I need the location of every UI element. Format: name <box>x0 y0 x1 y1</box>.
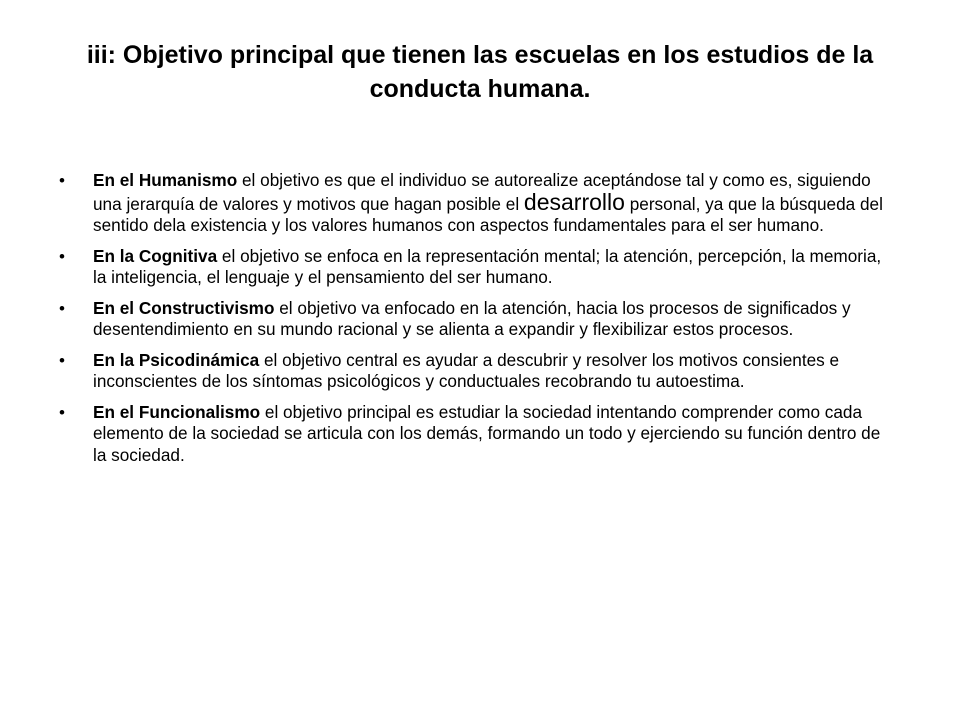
bullet-text: el objetivo central es ayudar a descubrir y resolver los motivos consientes e inconscientes de los síntomas psicológicos y conductuales recobrando tu autoestima. <box>93 349 840 391</box>
bullet-dot-icon: • <box>59 298 65 318</box>
bullet-dot-icon: • <box>59 402 65 422</box>
bullet-text-after: personal, ya que la búsqueda del sentido dela existencia y los valores humanos con aspectos fundamentales para el ser humano. <box>93 193 883 235</box>
bullet-dot-icon: • <box>59 246 65 266</box>
slide-title: iii: Objetivo principal que tienen las escuelas en los estudios de la conducta humana. <box>86 41 874 103</box>
bullet-humanismo <box>57 170 887 237</box>
bullet-text: el objetivo se enfoca en la representación mental; la atención, percepción, la memoria, la inteligencia, el lenguaje y el pensamiento del ser humano. <box>93 245 882 287</box>
bullet-dot-icon: • <box>59 171 65 190</box>
bullet-constructivismo <box>57 298 887 341</box>
bullet-text: el objetivo es que el individuo se autorealize aceptándose tal y como es, siguiendo una jerarquía de valores y motivos que hagan posible el <box>93 170 871 214</box>
bullet-list <box>57 170 887 475</box>
bullet-text: el objetivo principal es estudiar la sociedad intentando comprender como cada elemento de la sociedad se articula con los demás, formando un todo y ejerciendo su función dentro de la sociedad. <box>93 401 881 465</box>
bullet-funcionalismo <box>57 402 887 467</box>
bullet-psicodinamica <box>57 350 887 393</box>
bullet-emphasis: desarrollo <box>523 188 625 215</box>
bullet-lead: En la Psicodinámica <box>93 349 260 370</box>
bullet-lead: En el Funcionalismo <box>93 401 261 422</box>
bullet-lead: En el Constructivismo <box>93 297 275 318</box>
bullet-dot-icon: • <box>59 350 65 370</box>
bullet-text: el objetivo va enfocado en la atención, hacia los procesos de significados y desentendimiento en su mundo racional y se alienta a expandir y flexibilizar estos procesos. <box>93 297 851 339</box>
bullet-lead: En la Cognitiva <box>93 245 218 266</box>
bullet-cognitiva <box>57 246 887 289</box>
bullet-lead: En el Humanismo <box>93 170 238 190</box>
